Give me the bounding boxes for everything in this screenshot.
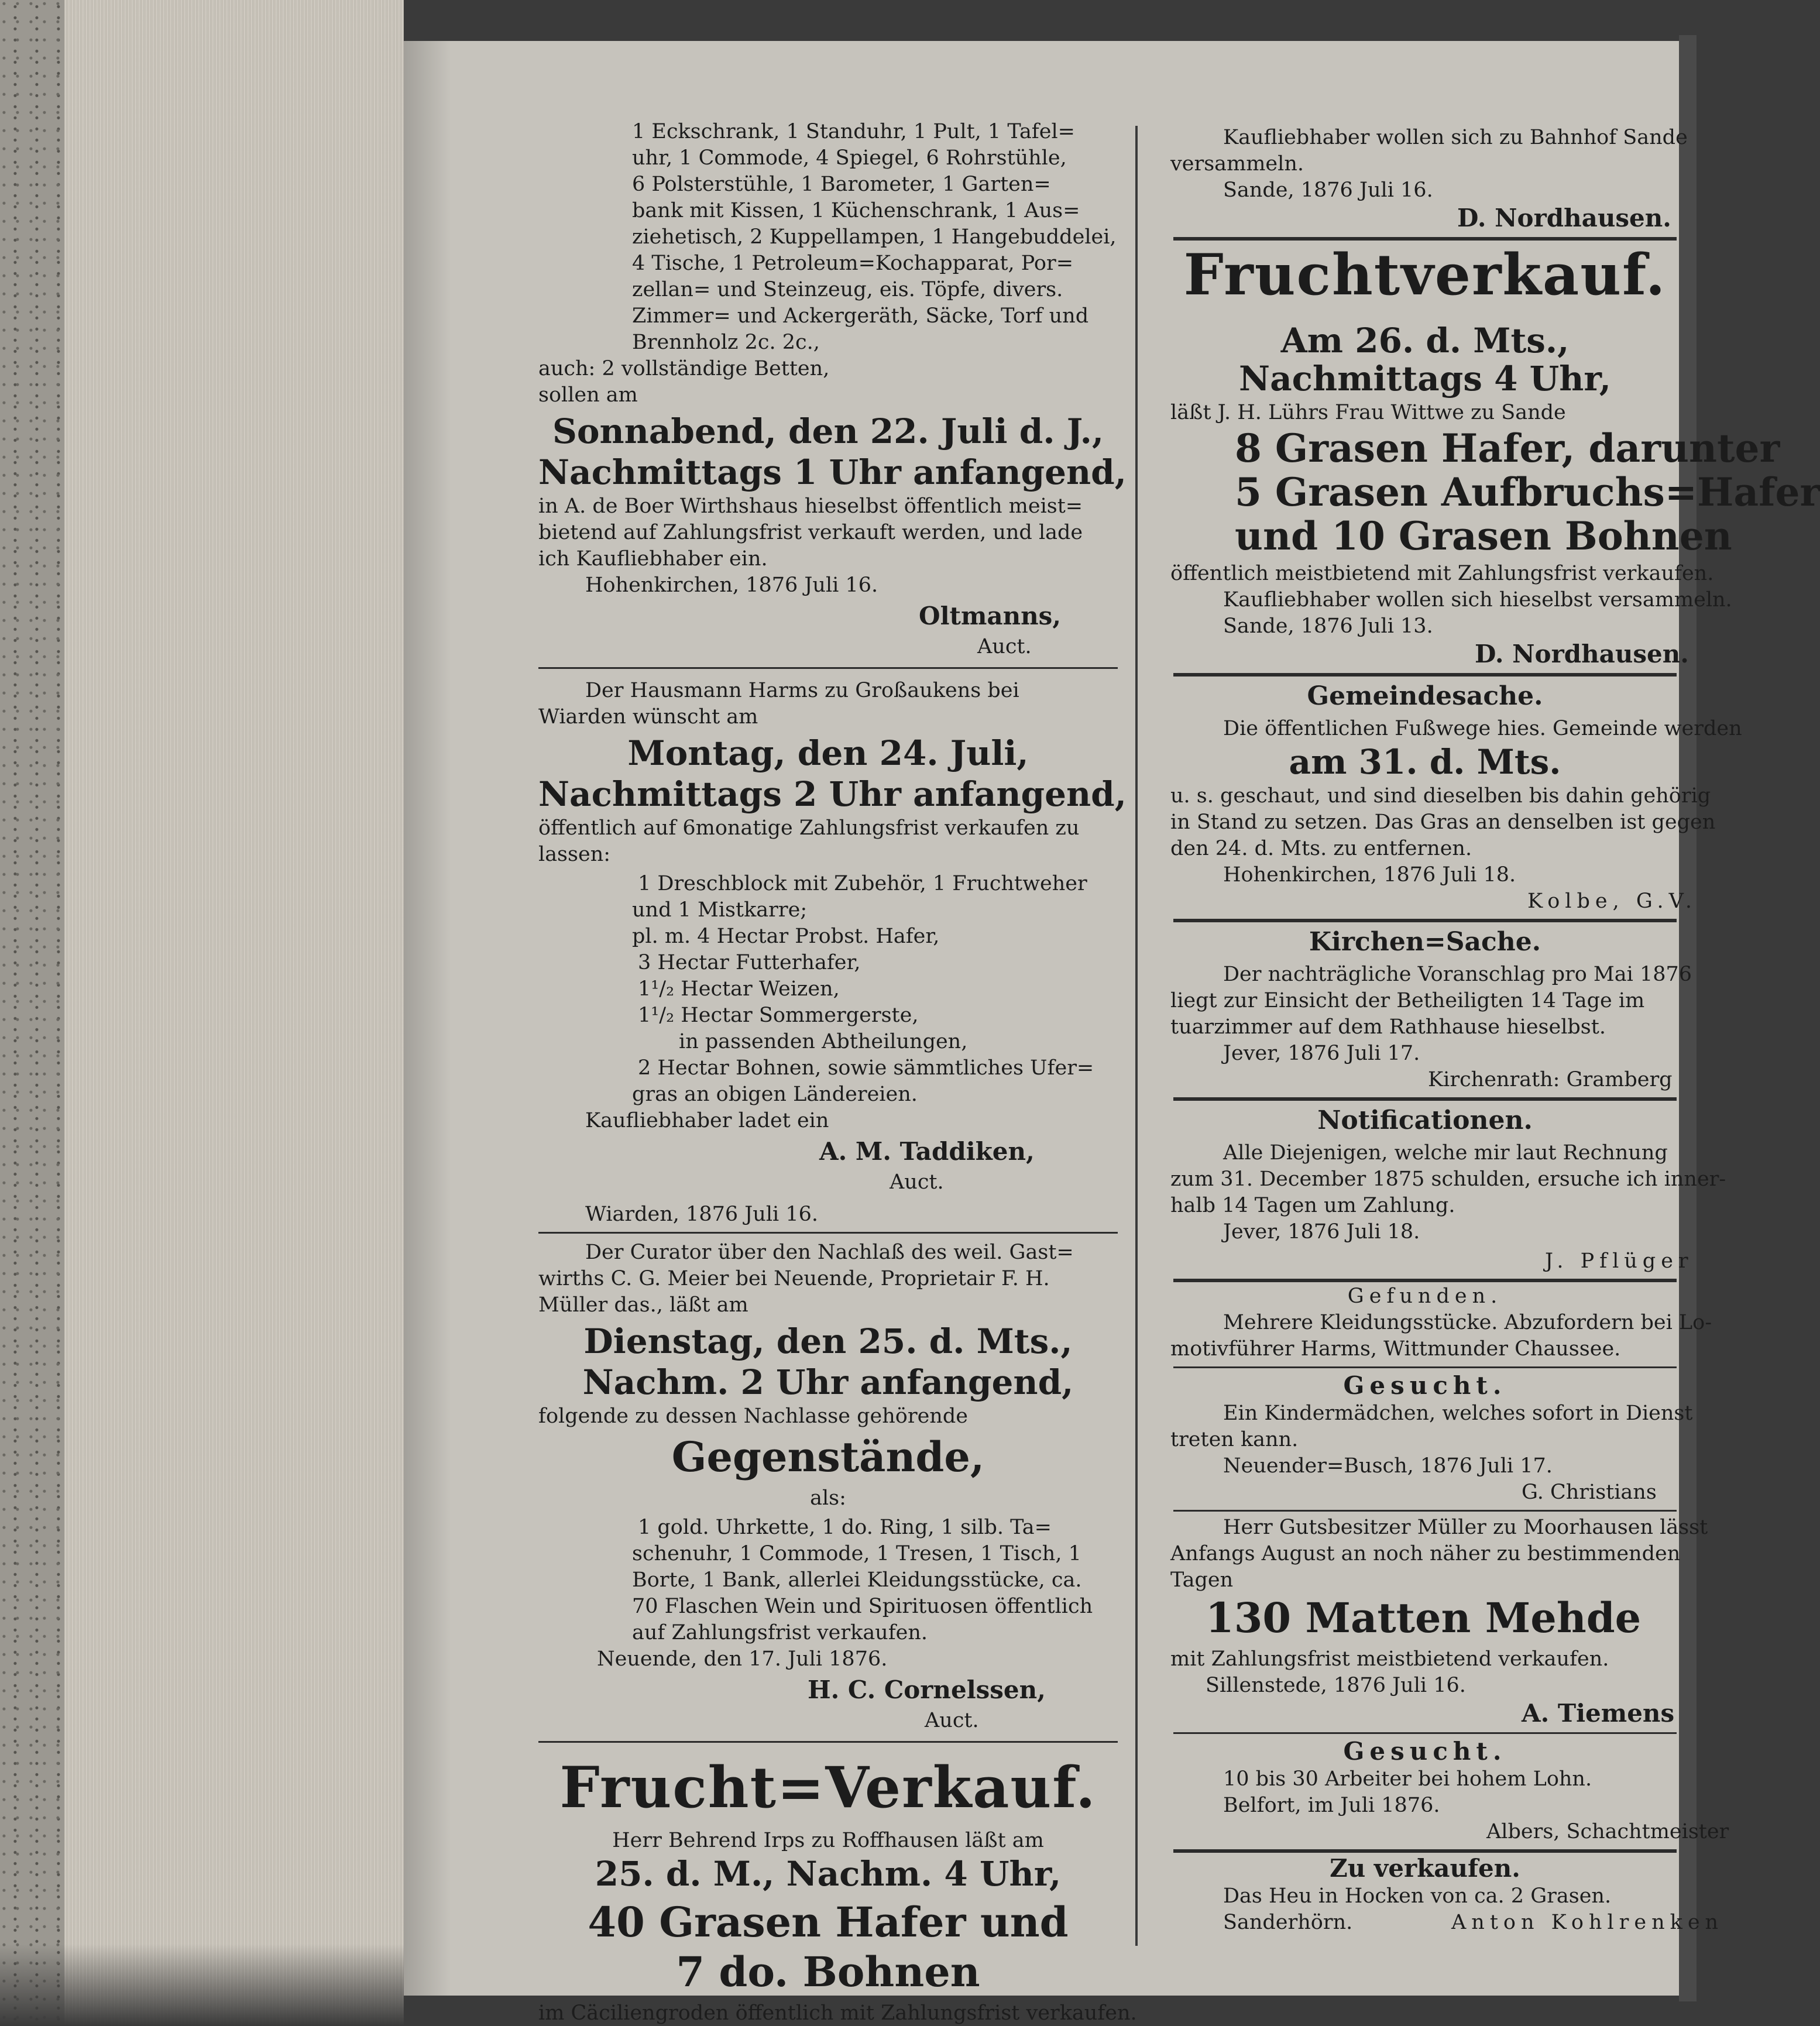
auction-date: Sonnabend, den 22. Juli d. J., <box>552 411 1104 451</box>
text-line: Tagen <box>1170 1568 1234 1592</box>
text-line: folgende zu dessen Nachlasse gehörende <box>538 1405 968 1428</box>
sale-item: 40 Grasen Hafer und <box>588 1898 1069 1946</box>
section-heading: Gesucht. <box>1343 1737 1507 1766</box>
text-line: 10 bis 30 Arbeiter bei hohem Lohn. <box>1223 1767 1592 1791</box>
text-line: u. s. geschaut, und sind dieselben bis dahin gehörig <box>1170 784 1711 808</box>
text-line: versammeln. <box>1170 152 1304 176</box>
sale-item: 130 Matten Mehde <box>1206 1594 1642 1642</box>
sale-date: Am 26. d. Mts., <box>1280 321 1570 360</box>
place-date: Jever, 1876 Juli 18. <box>1223 1220 1420 1244</box>
ad-separator <box>538 667 1118 669</box>
place-date: Neuende, den 17. Juli 1876. <box>597 1647 888 1671</box>
item-line: 4 Tische, 1 Petroleum=Kochapparat, Por= <box>632 252 1074 275</box>
sale-item: 8 Grasen Hafer, darunter <box>1235 425 1780 471</box>
ad-separator <box>1173 1510 1677 1512</box>
section-heading: Kirchen=Sache. <box>1309 927 1541 957</box>
text-line: Herr Gutsbesitzer Müller zu Moorhausen lässt <box>1223 1516 1708 1539</box>
signature: J. Pflüger <box>1545 1249 1694 1273</box>
ad-separator <box>1173 1849 1677 1853</box>
text-line: Kaufliebhaber wollen sich hieselbst versammeln. <box>1223 588 1732 612</box>
edge-shadow <box>0 1944 404 2026</box>
section-heading: Zu verkaufen. <box>1330 1854 1520 1883</box>
text-line: Alle Diejenigen, welche mir laut Rechnung <box>1223 1141 1668 1165</box>
signature: Oltmanns, <box>919 602 1061 630</box>
signature-title: Auct. <box>977 635 1032 658</box>
text-line: motivführer Harms, Wittmunder Chaussee. <box>1170 1337 1621 1361</box>
signature: Albers, Schachtmeister <box>1486 1820 1729 1843</box>
text-line: zum 31. December 1875 schulden, ersuche ich inner- <box>1170 1167 1726 1191</box>
text-line: Mehrere Kleidungsstücke. Abzufordern bei Lo- <box>1223 1311 1712 1334</box>
item-line: und 1 Mistkarre; <box>632 898 808 922</box>
text-line: in Stand zu setzen. Das Gras an denselben ist gegen <box>1170 811 1716 834</box>
item-line: 1 Dreschblock mit Zubehör, 1 Fruchtweher <box>638 872 1087 895</box>
text-line: öffentlich meistbietend mit Zahlungsfrist verkaufen. <box>1170 562 1714 585</box>
auction-time: Nachmittags 1 Uhr anfangend, <box>538 452 1127 492</box>
signature: D. Nordhausen. <box>1475 640 1689 668</box>
text-line: liegt zur Einsicht der Betheiligten 14 Tage im <box>1170 989 1645 1012</box>
text-line: läßt J. H. Lührs Frau Wittwe zu Sande <box>1170 401 1566 424</box>
text-line: Der Hausmann Harms zu Großaukens bei <box>585 679 1019 702</box>
ad-separator <box>1173 673 1677 677</box>
ad-separator <box>1173 237 1677 241</box>
ad-separator <box>1173 1279 1677 1282</box>
signature-title: Auct. <box>890 1170 944 1194</box>
objects-heading: Gegenstände, <box>671 1433 985 1481</box>
signature: A. Tiemens <box>1522 1699 1675 1728</box>
text-line: Herr Behrend Irps zu Roffhausen läßt am <box>612 1829 1044 1852</box>
signature: D. Nordhausen. <box>1457 204 1671 232</box>
item-line: 1¹/₂ Hectar Weizen, <box>638 977 840 1001</box>
book-page-edges <box>0 0 404 2026</box>
column-divider <box>1135 126 1138 1946</box>
place-date: Neuender=Busch, 1876 Juli 17. <box>1223 1454 1553 1478</box>
ad-separator <box>1173 1366 1677 1368</box>
item-line: gras an obigen Ländereien. <box>632 1083 918 1106</box>
ad-separator <box>1173 919 1677 922</box>
item-line: bank mit Kissen, 1 Küchenschrank, 1 Aus= <box>632 199 1080 222</box>
section-heading: Gefunden. <box>1347 1285 1503 1308</box>
item-line: 1 gold. Uhrkette, 1 do. Ring, 1 silb. Ta= <box>638 1516 1052 1539</box>
ad-separator <box>1173 1732 1677 1734</box>
text-line: Kaufliebhaber wollen sich zu Bahnhof Sande <box>1223 126 1688 149</box>
item-line: 3 Hectar Futterhafer, <box>638 951 861 974</box>
text-line: treten kann. <box>1170 1428 1299 1451</box>
text-line: tuarzimmer auf dem Rathhause hieselbst. <box>1170 1015 1606 1039</box>
sale-date-time: 25. d. M., Nachm. 4 Uhr, <box>595 1854 1062 1894</box>
item-line: uhr, 1 Commode, 4 Spiegel, 6 Rohrstühle, <box>632 146 1067 170</box>
auction-date: Montag, den 24. Juli, <box>627 733 1029 773</box>
item-line: Brennholz 2c. 2c., <box>632 331 820 354</box>
place-date: Jever, 1876 Juli 17. <box>1223 1042 1420 1065</box>
text-line: mit Zahlungsfrist meistbietend verkaufen. <box>1170 1647 1609 1671</box>
signature: G. Christians <box>1522 1481 1657 1504</box>
item-line: 2 Hectar Bohnen, sowie sämmtliches Ufer= <box>638 1056 1094 1080</box>
book-cover-edge <box>0 0 64 2026</box>
item-line: Borte, 1 Bank, allerlei Kleidungsstücke, ca. <box>632 1568 1082 1592</box>
item-line: pl. m. 4 Hectar Probst. Hafer, <box>632 925 940 948</box>
auction-date: Dienstag, den 25. d. Mts., <box>583 1321 1073 1361</box>
section-heading: Gemeindesache. <box>1307 681 1543 711</box>
deadline-date: am 31. d. Mts. <box>1289 742 1561 782</box>
item-line: 70 Flaschen Wein und Spirituosen öffentlich <box>632 1595 1093 1618</box>
item-line: 6 Polsterstühle, 1 Barometer, 1 Garten= <box>632 173 1051 196</box>
text-line: öffentlich auf 6monatige Zahlungsfrist verkaufen zu <box>538 816 1080 840</box>
text-line: ich Kaufliebhaber ein. <box>538 547 768 571</box>
section-heading: Gesucht. <box>1343 1371 1507 1400</box>
sale-item: und 10 Grasen Bohnen <box>1235 513 1732 559</box>
auction-time: Nachm. 2 Uhr anfangend, <box>582 1362 1074 1402</box>
place-date: Hohenkirchen, 1876 Juli 16. <box>585 574 878 597</box>
text-line: Müller das., läßt am <box>538 1293 748 1317</box>
text-line: wirths C. G. Meier bei Neuende, Proprietair F. H. <box>538 1267 1050 1290</box>
text-line: in A. de Boer Wirthshaus hieselbst öffentlich meist= <box>538 495 1083 518</box>
text-line: den 24. d. Mts. zu entfernen. <box>1170 837 1472 860</box>
text-line: Die öffentlichen Fußwege hies. Gemeinde werden <box>1223 717 1742 740</box>
place-date: Wiarden, 1876 Juli 16. <box>585 1203 819 1226</box>
text-line: sollen am <box>538 383 638 407</box>
place-date: Sillenstede, 1876 Juli 16. <box>1206 1674 1466 1697</box>
text-line: auch: 2 vollständige Betten, <box>538 357 830 380</box>
sale-time: Nachmittags 4 Uhr, <box>1239 359 1611 399</box>
text-line: halb 14 Tagen um Zahlung. <box>1170 1194 1455 1217</box>
signature: Anton Kohlrenken <box>1451 1911 1724 1934</box>
signature: H. C. Cornelssen, <box>808 1675 1046 1704</box>
signature: A. M. Taddiken, <box>819 1137 1035 1166</box>
signature: Kolbe, G.V. <box>1527 890 1697 913</box>
text-line: Der Curator über den Nachlaß des weil. Gast= <box>585 1241 1074 1264</box>
text-line: Der nachträgliche Voranschlag pro Mai 1876 <box>1223 963 1692 986</box>
text-line: Ein Kindermädchen, welches sofort in Dienst <box>1223 1402 1693 1425</box>
text-line: im Cäciliengroden öffentlich mit Zahlungsfrist verkaufen. <box>538 2001 1137 2025</box>
item-line: Zimmer= und Ackergeräth, Säcke, Torf und <box>632 304 1089 328</box>
sale-item: 5 Grasen Aufbruchs=Hafer <box>1235 469 1820 515</box>
ad-separator <box>1173 1097 1677 1101</box>
text-line: lassen: <box>538 843 611 866</box>
text-line: bietend auf Zahlungsfrist verkauft werden, und lade <box>538 521 1083 544</box>
text-line: Das Heu in Hocken von ca. 2 Grasen. <box>1223 1884 1612 1908</box>
section-heading: Notificationen. <box>1317 1105 1533 1135</box>
signature: Kirchenrath: Gramberg <box>1428 1068 1673 1091</box>
ad-separator <box>538 1741 1118 1743</box>
item-line: 1¹/₂ Hectar Sommergerste, <box>638 1004 919 1027</box>
place-date: Hohenkirchen, 1876 Juli 18. <box>1223 863 1516 887</box>
place-date: Sande, 1876 Juli 16. <box>1223 178 1433 202</box>
place-date: Sande, 1876 Juli 13. <box>1223 614 1433 638</box>
auction-time: Nachmittags 2 Uhr anfangend, <box>538 774 1127 814</box>
signature-title: Auct. <box>925 1709 979 1732</box>
item-line: auf Zahlungsfrist verkaufen. <box>632 1621 928 1644</box>
item-line: 1 Eckschrank, 1 Standuhr, 1 Pult, 1 Tafel= <box>632 120 1075 143</box>
ad-separator <box>538 1232 1118 1234</box>
text-line: Wiarden wünscht am <box>538 705 758 729</box>
fruit-sale-heading: Frucht=Verkauf. <box>559 1754 1097 1821</box>
item-line: schenuhr, 1 Commode, 1 Tresen, 1 Tisch, 1 <box>632 1542 1081 1565</box>
right-page-edge <box>1679 35 1697 2001</box>
text-line: Anfangs August an noch näher zu bestimmenden <box>1170 1542 1681 1565</box>
text-line: als: <box>810 1486 846 1510</box>
gutter-shadow <box>404 41 451 1996</box>
item-line: zellan= und Steinzeug, eis. Töpfe, divers. <box>632 278 1063 301</box>
item-line: ziehetisch, 2 Kuppellampen, 1 Hangebuddelei, <box>632 225 1117 249</box>
sale-item: 7 do. Bohnen <box>676 1948 980 1996</box>
place-date: Belfort, im Juli 1876. <box>1223 1794 1440 1817</box>
text-line: Kaufliebhaber ladet ein <box>585 1109 829 1132</box>
fruit-sale-heading: Fruchtverkauf. <box>1183 242 1667 308</box>
item-line: in passenden Abtheilungen, <box>679 1030 968 1053</box>
place-date: Sanderhörn. <box>1223 1911 1353 1934</box>
